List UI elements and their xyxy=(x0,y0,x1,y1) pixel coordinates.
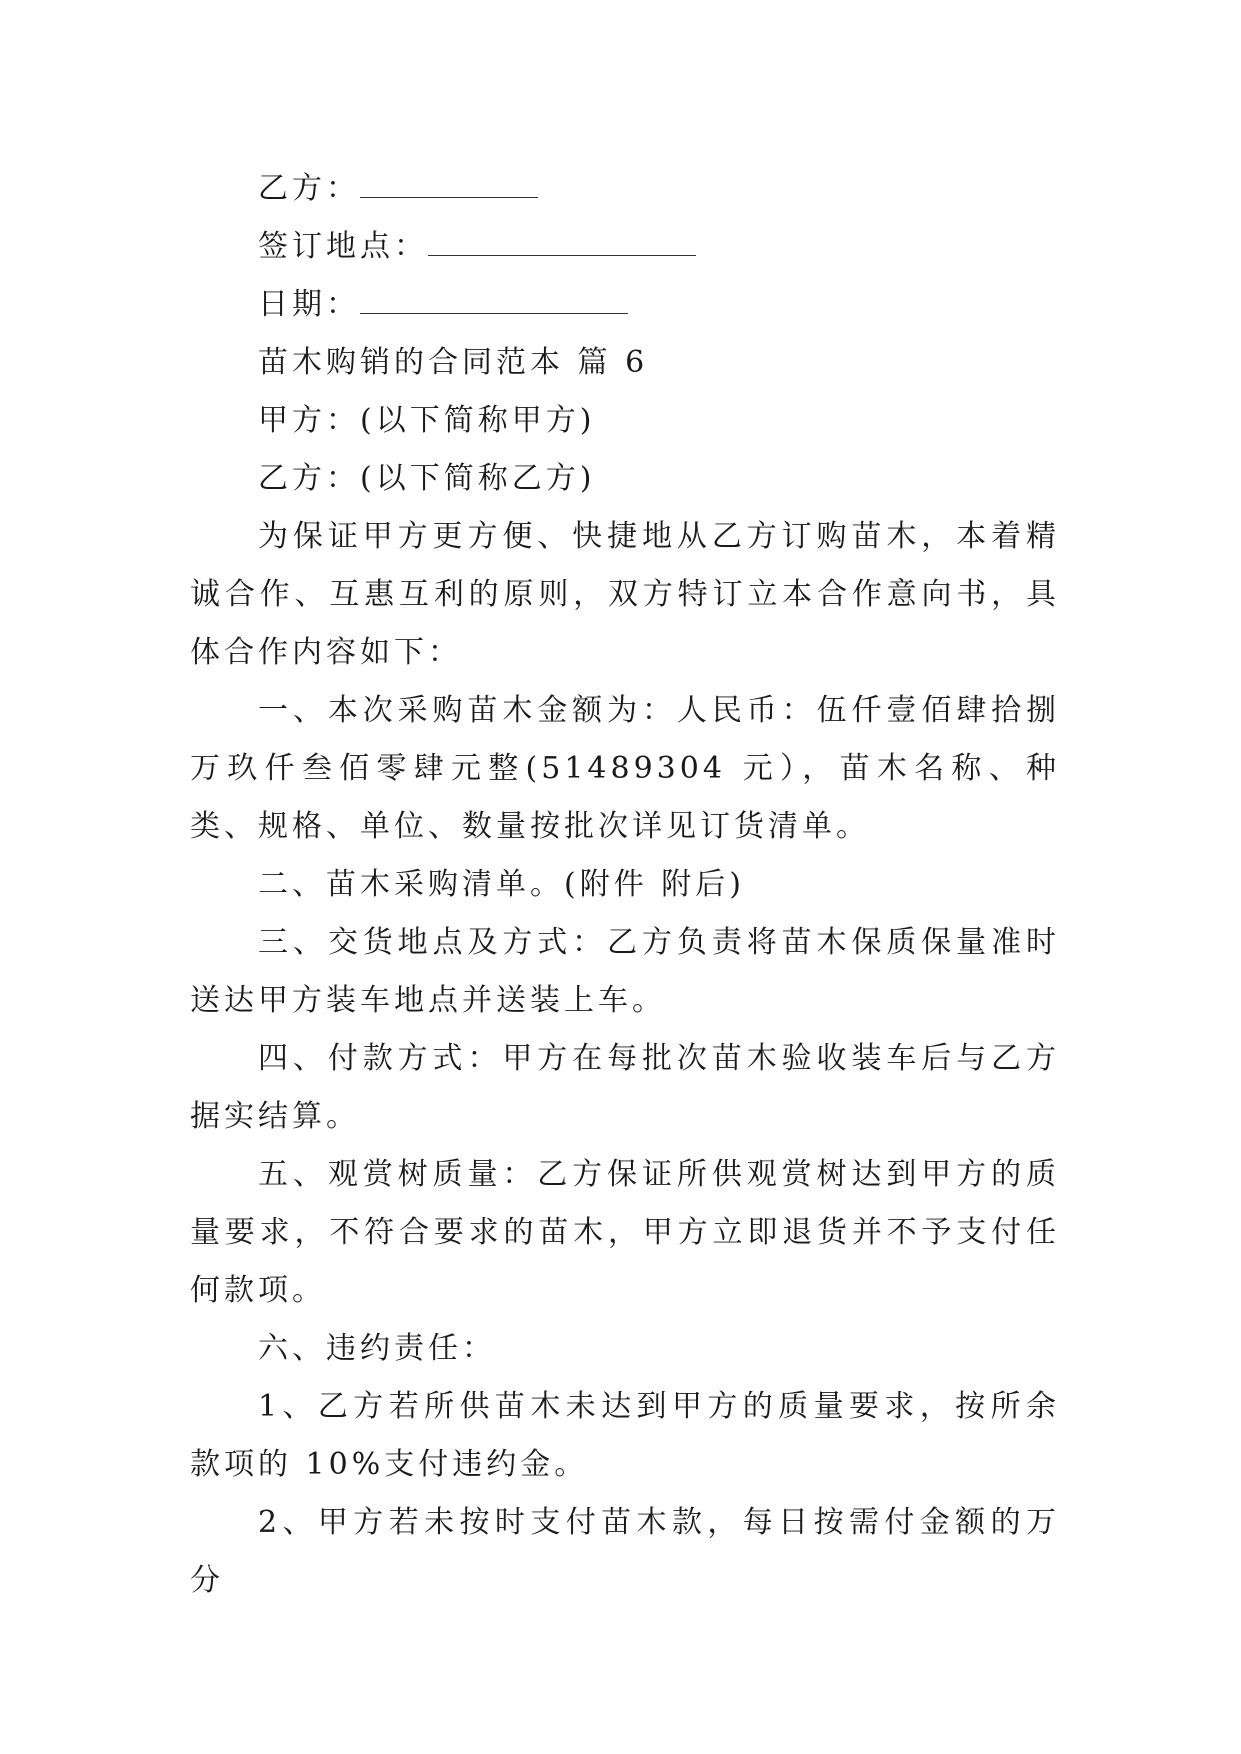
section-title: 苗木购销的合同范本 篇 6 xyxy=(258,345,649,380)
document-body xyxy=(190,160,1060,1610)
clause-6: 六、违约责任： xyxy=(258,1331,496,1366)
signing-place-line xyxy=(190,218,1060,276)
party-b-line: 乙方：(以下简称乙方) xyxy=(258,461,596,496)
clause-4: 四、付款方式：甲方在每批次苗木验收装车后与乙方据实结算。 xyxy=(190,1041,1060,1134)
party-b-label: 乙方： xyxy=(258,171,360,206)
signing-place-blank xyxy=(428,231,696,256)
clause-1: 一、本次采购苗木金额为：人民币：伍仟壹佰肆拾捌万玖仟叁佰零肆元整(51489304 元），苗木名称、种类、规格、单位、数量按批次详见订货清单。 xyxy=(190,693,1060,844)
party-b-blank xyxy=(360,173,538,198)
date-blank xyxy=(360,289,628,314)
party-a-line: 甲方：(以下简称甲方) xyxy=(258,403,596,438)
clause-6-1: 1、乙方若所供苗木未达到甲方的质量要求，按所余款项的 10%支付违约金。 xyxy=(190,1389,1060,1482)
intro-paragraph: 为保证甲方更方便、快捷地从乙方订购苗木，本着精诚合作、互惠互利的原则，双方特订立本合作意向书，具体合作内容如下： xyxy=(190,519,1060,670)
clause-3: 三、交货地点及方式：乙方负责将苗木保质保量准时送达甲方装车地点并送装上车。 xyxy=(190,925,1060,1018)
signing-place-label: 签订地点： xyxy=(258,229,428,264)
clause-2: 二、苗木采购清单。(附件 附后) xyxy=(258,867,745,902)
clause-6-2: 2、甲方若未按时支付苗木款，每日按需付金额的万分 xyxy=(190,1505,1060,1598)
party-b-signature-line xyxy=(190,160,1060,218)
date-label: 日期： xyxy=(258,287,360,322)
clause-5: 五、观赏树质量：乙方保证所供观赏树达到甲方的质量要求，不符合要求的苗木，甲方立即退货并不予支付任何款项。 xyxy=(190,1157,1060,1308)
date-line xyxy=(190,276,1060,334)
